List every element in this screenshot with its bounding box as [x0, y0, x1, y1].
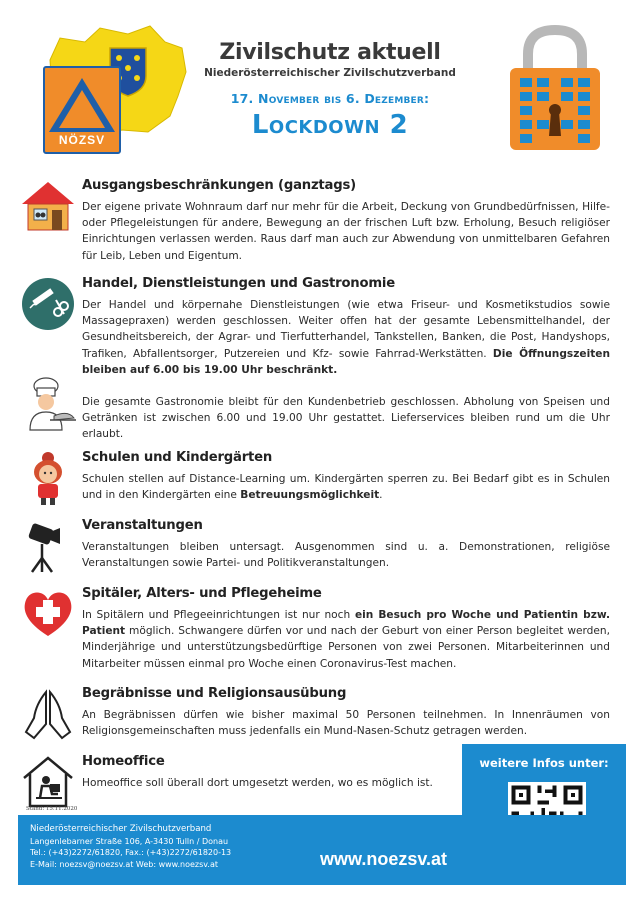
section-text: In Spitälern und Pflegeeinrichtungen ist nur noch ein Besuch pro Woche und Patientin bzw. Patient möglich. Schwangere dürfen vor und nach der Geburt von einer Person begleitet werden, Minderjährige und unterstützungsbedürftige Personen von zwei Personen. Mitarbeiterinnen und Mitarbeiter müssen einmal pro Woche einen Coronavirus-Test machen. — [82, 609, 611, 670]
spotlight-icon — [20, 518, 76, 574]
section-title: Begräbnisse und Religionsausübung — [82, 686, 347, 701]
section-title: Spitäler, Alters- und Pflegeheime — [82, 586, 322, 601]
child-icon — [20, 450, 76, 506]
padlock-icon — [506, 24, 604, 154]
section-title: Handel, Dienstleistungen und Gastronomie — [82, 276, 395, 291]
info-label: weitere Infos unter: — [479, 756, 609, 770]
footer-org: Niederösterreichischer Zivilschutzverband — [30, 824, 212, 834]
footer — [18, 815, 626, 885]
section-title: Schulen und Kindergärten — [82, 450, 273, 465]
opening-hours-highlight: Die Öffnungszeiten bleiben auf 6.00 bis 19.00 Uhr beschränkt. — [82, 347, 610, 376]
headline: Lockdown 2 — [251, 110, 409, 140]
footer-contact: E-Mail: noezsv@noezsv.at Web: www.noezsv.at — [30, 859, 218, 869]
praying-hands-icon — [20, 686, 76, 742]
page-subtitle: Niederösterreichischer Zivilschutzverband — [204, 67, 456, 79]
section-text: An Begräbnissen dürfen wie bisher maximal 50 Personen teilnehmen. In Innenräumen von Religionsgemeinschaften muss jedenfalls ein Mund-Nasen-Schutz getragen werden. — [82, 709, 610, 738]
header — [0, 0, 636, 170]
medical-heart-icon — [20, 586, 76, 642]
section-title: Homeoffice — [82, 754, 165, 769]
house-icon — [20, 178, 76, 234]
noezsv-logo: NÖZSV — [43, 66, 121, 154]
chef-icon — [20, 376, 76, 432]
section-title: Ausgangsbeschränkungen (ganztags) — [82, 178, 356, 193]
section-title: Veranstaltungen — [82, 518, 203, 533]
footer-address: Langenlebarner Straße 106, A-3430 Tulln / Donau — [30, 836, 229, 846]
section-text: Homeoffice soll überall dort umgesetzt werden, wo es möglich ist. — [82, 777, 433, 789]
section-text: Veranstaltungen bleiben untersagt. Ausgenommen sind u. a. Demonstrationen, religiöse Veranstaltungen sowie Partei- und Politikveranstaltungen. — [82, 541, 610, 570]
footer-url-link[interactable]: www.noezsv.at — [320, 849, 448, 869]
footer-phone: Tel.: (+43)2272/61820, Fax.: (+43)2272/61820-13 — [30, 848, 232, 857]
section-text: Schulen stellen auf Distance-Learning um. Kindergärten sperren zu. Bei Bedarf gibt es in Schulen und in den Kindergärten eine Betreuungsmöglichkeit. — [82, 473, 610, 502]
section-text: Der eigene private Wohnraum darf nur mehr für die Arbeit, Deckung von Grundbedürfnissen, Hilfe- oder Pflegeleistungen für andere, Bewegung an der frischen Luft bzw. Erholung, Besuch religiöser Einrichtungen verlassen werden. Raus darf man auch zur Abwendung von unmittelbaren Gefahren für Leib, Leben und Eigentum. — [82, 201, 610, 262]
section-text-gastronomie: Die gesamte Gastronomie bleibt für den Kundenbetrieb geschlossen. Abholung von Speisen und Getränken ist zwischen 6.00 und 19.00 Uhr gestattet. Lieferservices bleiben rund um die Uhr erlaubt. — [82, 396, 610, 441]
comb-scissors-icon — [20, 276, 76, 332]
home-office-icon — [20, 754, 76, 810]
page-title: Zivilschutz aktuell — [219, 40, 441, 65]
stand-date: Stand: 15.11.2020 — [26, 806, 78, 812]
section-text: Der Handel und körpernahe Dienstleistungen (wie etwa Friseur- und Kosmetikstudios sowie Massagepraxen) werden geschlossen. Weiter offen hat der gesamte Lebensmittelhandel, der Gesundheitsbereich, der Agrar- und Tierfutterhandel, Tankstellen, Banken, die Post, Handyshops, Trafiken, Abfallentsorger, Putzereien und Kfz- sowie Fahrrad-Werkstätten. Die Öffnungszeiten bleiben auf 6.00 bis 19.00 Uhr beschränkt. — [82, 299, 610, 376]
date-range: 17. November bis 6. Dezember: — [230, 91, 430, 106]
